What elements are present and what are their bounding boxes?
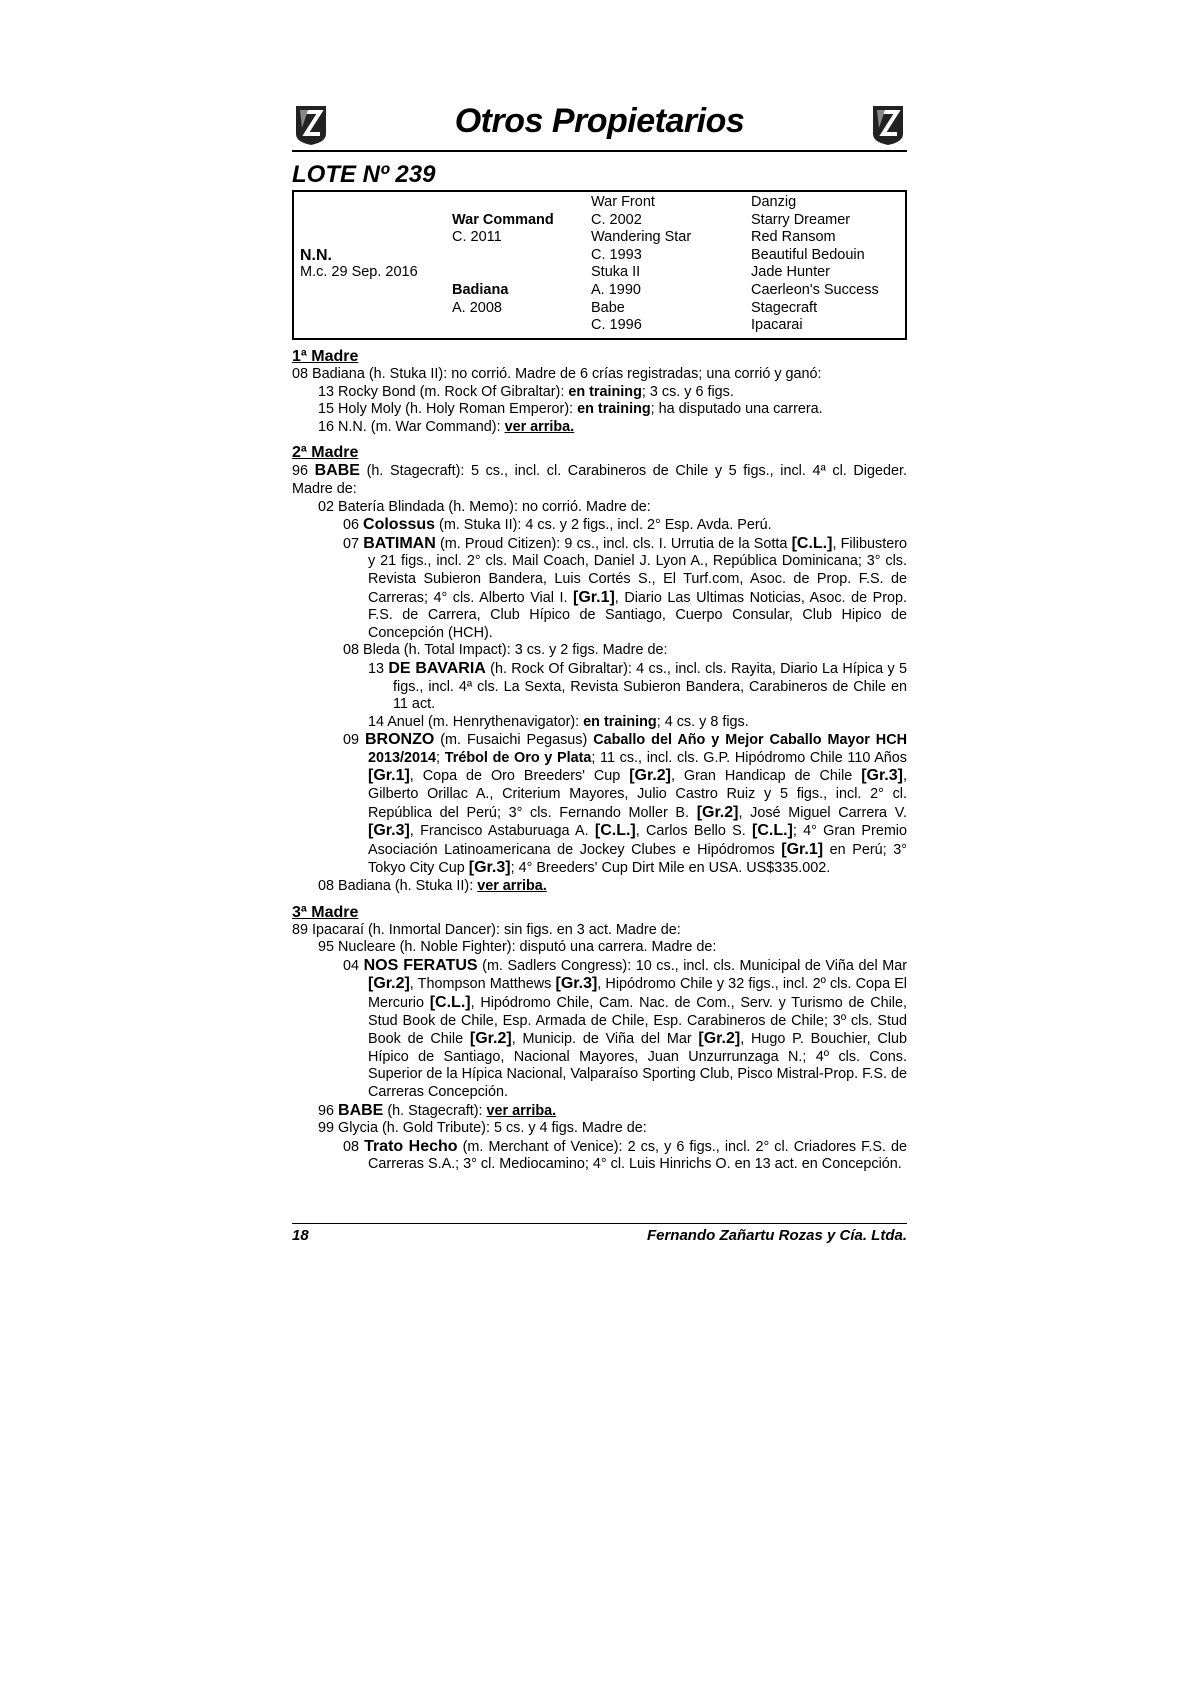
- list-item: 08 Bleda (h. Total Impact): 3 cs. y 2 figs. Madre de:: [343, 642, 668, 659]
- sire-name: War Command: [452, 211, 554, 228]
- company-name: Fernando Zañartu Rozas y Cía. Ltda.: [646, 1227, 907, 1244]
- horse-name: N.N.: [300, 246, 332, 264]
- section-heading: 3ª Madre: [292, 903, 359, 921]
- section-heading: 2ª Madre: [292, 444, 359, 462]
- list-item: 96 BABE (h. Stagecraft): ver arriba.: [318, 1101, 557, 1119]
- list-item: 08 Badiana (h. Stuka II): no corrió. Madre de 6 crías registradas; una corrió y ganó:: [292, 366, 822, 382]
- list-item: 14 Anuel (m. Henrythenavigator): en training; 4 cs. y 8 figs.: [368, 713, 749, 730]
- pedigree-col-4: Danzig Starry Dreamer Red Ransom Beautiful Bedouin Jade Hunter Caerleon's Success Stagecraft Ipacarai: [751, 194, 879, 334]
- list-item: 08 Badiana (h. Stuka II): ver arriba.: [318, 878, 547, 895]
- pedigree-col-1: [300, 194, 418, 335]
- pedigree-col-3: War Front C. 2002 Wandering Star C. 1993 Stuka II A. 1990 Babe C. 1996: [591, 194, 692, 334]
- page-number: 18: [292, 1227, 309, 1244]
- cross-reference: ver arriba.: [504, 418, 575, 435]
- list-item: 02 Batería Blindada (h. Memo): no corrió. Madre de:: [318, 498, 651, 515]
- section-heading: 1ª Madre: [292, 348, 359, 365]
- pedigree-col-2: War Command C. 2011 Badiana A. 2008: [452, 211, 554, 316]
- logo-icon: [869, 104, 907, 146]
- list-item: 13 Rocky Bond (m. Rock Of Gibraltar): en training; 3 cs. y 6 figs.: [318, 383, 734, 400]
- list-item: 09 BRONZO (m. Fusaichi Pegasus) Caballo del Año y Mejor Caballo Mayor HCH 2013/2014; Trébol de Oro y Plata; 11 cs., incl. cls. G.P. Hipódromo Chile 110 Años [Gr.1], Copa de Oro Breeders' Cup [Gr.2], Gran Handicap de Chile [Gr.3], Gilberto Orillac A., Criterium Mayores, Julio Castro Ruiz y 5 figs., incl. 2° cl. República del Perú; 3° cls. Fernando Moller B. [Gr.2], José Miguel Carrera V. [Gr.3], Francisco Astaburuaga A. [C.L.], Carlos Bello S. [C.L.]; 4° Gran Premio Asociación Latinoamericana de Jockey Clubes e Hipódromos [Gr.1] en Perú; 3° Tokyo City Cup [Gr.3]; 4° Breeders' Cup Dirt Mile en USA. US$335.002.: [343, 731, 908, 877]
- cross-reference: ver arriba.: [477, 878, 547, 895]
- page: [292, 100, 907, 1174]
- list-item: 15 Holy Moly (h. Holy Roman Emperor): en training; ha disputado una carrera.: [318, 401, 823, 418]
- dam-name: Badiana: [452, 281, 509, 298]
- list-item: 99 Glycia (h. Gold Tribute): 5 cs. y 4 figs. Madre de:: [318, 1120, 647, 1137]
- list-item: 07 BATIMAN (m. Proud Citizen): 9 cs., incl. cls. I. Urrutia de la Sotta [C.L.], Filibustero y 21 figs., incl. 2° cls. Mail Coach, Daniel J. Lyon A., República Dominicana; 3° cls. Revista Subieron Bandera, Luis Cortés S., El Turf.com, Asoc. de Prop. F.S. de Carreras; 4° cls. Alberto Vial I. [Gr.1], Diario Las Ultimas Noticias, Asoc. de Prop. F.S. de Carrera, Club Hípico de Santiago, Cuerpo Consular, Club Hipico de Concepción (HCH).: [343, 534, 907, 641]
- list-item: 04 NOS FERATUS (m. Sadlers Congress): 10 cs., incl. cls. Municipal de Viña del Mar [Gr.2], Thompson Matthews [Gr.3], Hipódromo Chile y 32 figs., incl. 2º cls. Copa El Mercurio [C.L.], Hipódromo Chile, Cam. Nac. de Com., Serv. y Turismo de Chile, Stud Book de Chile, Esp. Armada de Chile, Esp. Carabineros de Chile; 3º cls. Stud Book de Chile [Gr.2], Municip. de Viña del Mar [Gr.2], Hugo P. Bouchier, Club Hípico de Santiago, Nacional Mayores, Juan Unzurrunzaga N.; 4º cls. Cons. Superior de la Hípica Nacional, Valparaíso Sporting Club, Pisco Mistral-Prop. F.S. de Carreras Concepción.: [343, 956, 908, 1100]
- list-item: 95 Nucleare (h. Noble Fighter): disputó una carrera. Madre de:: [318, 939, 717, 956]
- pedigree-table: [292, 190, 907, 340]
- list-item: 08 Trato Hecho (m. Merchant of Venice): 2 cs, y 6 figs., incl. 2° cl. Criadores F.S. de Carreras S.A.; 3° cl. Mediocamino; 4° cl. Luis Hinrichs O. en 13 act. en Concepción.: [343, 1137, 907, 1173]
- page-footer: [292, 1223, 907, 1244]
- horse-birth: M.c. 29 Sep. 2016: [300, 264, 418, 281]
- list-item: 96 BABE (h. Stagecraft): 5 cs., incl. cl. Carabineros de Chile y 5 figs., incl. 4ª cl. Digeder. Madre de:: [292, 462, 907, 497]
- list-item: 06 Colossus (m. Stuka II): 4 cs. y 2 figs., incl. 2° Esp. Avda. Perú.: [343, 516, 772, 534]
- cross-reference: ver arriba.: [486, 1102, 557, 1119]
- page-header: [292, 100, 907, 152]
- list-item: 89 Ipacaraí (h. Inmortal Dancer): sin figs. en 3 act. Madre de:: [292, 921, 681, 938]
- list-item: 13 DE BAVARIA (h. Rock Of Gibraltar): 4 cs., incl. cls. Rayita, Diario La Hípica y 5 figs., incl. 4ª cls. La Sexta, Revista Subieron Bandera, Carabineros de Chile en 11 act.: [368, 659, 907, 713]
- list-item: 16 N.N. (m. War Command): ver arriba.: [318, 418, 575, 435]
- page-title: Otros Propietarios: [454, 102, 745, 140]
- lote-number: LOTE Nº 239: [292, 161, 436, 188]
